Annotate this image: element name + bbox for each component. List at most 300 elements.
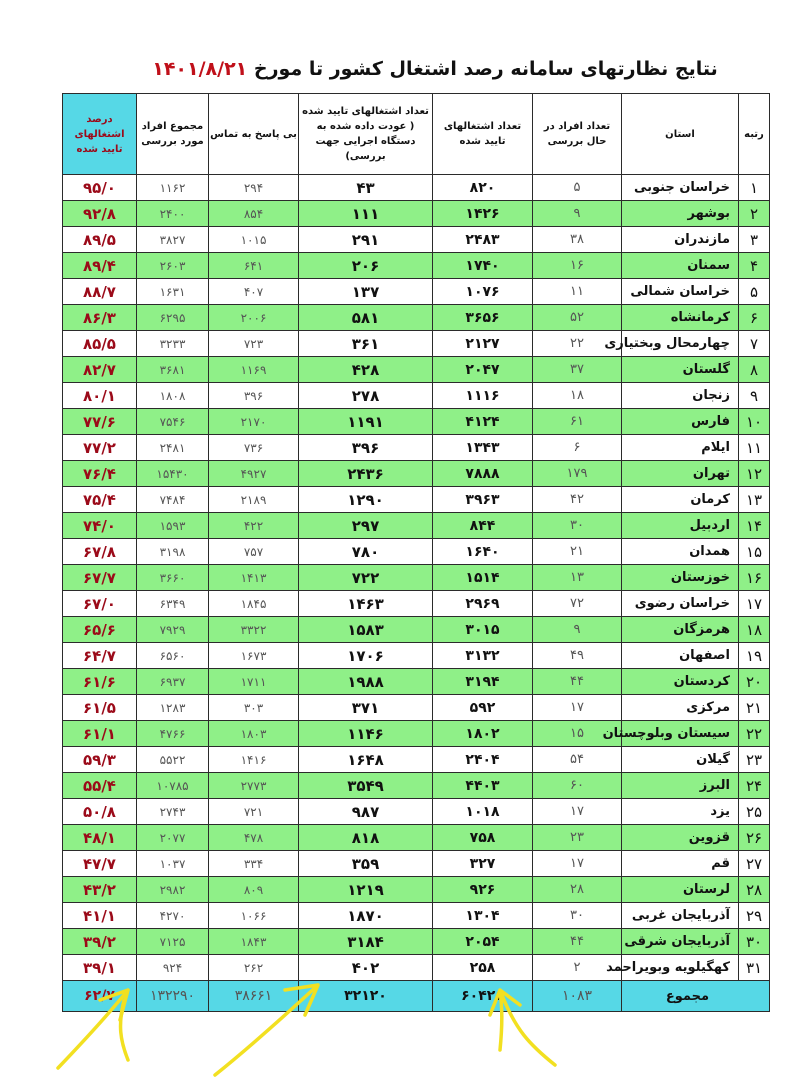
row-no-answer: ۱۴۱۶ [209, 747, 299, 773]
row-total-reviewed: ۲۷۴۳ [137, 799, 209, 825]
row-province: فارس [622, 409, 739, 435]
row-rank: ۶ [739, 305, 770, 331]
totals-pending: ۱۰۸۳ [533, 981, 622, 1012]
row-province: کهگیلویه وبویراحمد [622, 955, 739, 981]
row-approved: ۱۸۰۲ [433, 721, 533, 747]
row-approved: ۱۰۱۸ [433, 799, 533, 825]
row-total-reviewed: ۷۹۲۹ [137, 617, 209, 643]
row-approved: ۲۵۸ [433, 955, 533, 981]
row-province: گیلان [622, 747, 739, 773]
row-percent: ۴۷/۷ [63, 851, 137, 877]
header-total-reviewed: مجموع افراد مورد بررسی [137, 94, 209, 175]
row-no-answer: ۸۵۴ [209, 201, 299, 227]
row-approved: ۱۳۰۴ [433, 903, 533, 929]
row-province: آذربایجان غربی [622, 903, 739, 929]
row-pending: ۱۱ [533, 279, 622, 305]
row-returned: ۱۲۹۰ [299, 487, 433, 513]
row-percent: ۳۹/۱ [63, 955, 137, 981]
row-returned: ۳۷۱ [299, 695, 433, 721]
row-pending: ۵۴ [533, 747, 622, 773]
row-percent: ۶۴/۷ [63, 643, 137, 669]
row-approved: ۲۴۰۴ [433, 747, 533, 773]
row-approved: ۳۲۷ [433, 851, 533, 877]
row-province: گلستان [622, 357, 739, 383]
row-rank: ۸ [739, 357, 770, 383]
row-returned: ۳۵۴۹ [299, 773, 433, 799]
totals-no-answer: ۳۸۶۶۱ [209, 981, 299, 1012]
row-pending: ۵۲ [533, 305, 622, 331]
row-approved: ۲۴۸۳ [433, 227, 533, 253]
row-returned: ۱۷۰۶ [299, 643, 433, 669]
table-row [63, 903, 770, 929]
row-percent: ۷۴/۰ [63, 513, 137, 539]
row-rank: ۱۴ [739, 513, 770, 539]
row-returned: ۲۷۸ [299, 383, 433, 409]
row-no-answer: ۲۹۴ [209, 175, 299, 201]
row-percent: ۸۹/۴ [63, 253, 137, 279]
row-approved: ۲۰۵۴ [433, 929, 533, 955]
row-returned: ۴۰۲ [299, 955, 433, 981]
row-returned: ۸۱۸ [299, 825, 433, 851]
row-pending: ۷۲ [533, 591, 622, 617]
row-percent: ۸۸/۷ [63, 279, 137, 305]
table-row [63, 383, 770, 409]
row-percent: ۸۶/۳ [63, 305, 137, 331]
row-no-answer: ۸۰۹ [209, 877, 299, 903]
row-no-answer: ۷۲۳ [209, 331, 299, 357]
row-rank: ۳۰ [739, 929, 770, 955]
row-pending: ۱۳ [533, 565, 622, 591]
row-approved: ۱۰۷۶ [433, 279, 533, 305]
row-percent: ۷۵/۴ [63, 487, 137, 513]
row-percent: ۸۹/۵ [63, 227, 137, 253]
row-rank: ۲۱ [739, 695, 770, 721]
row-percent: ۴۱/۱ [63, 903, 137, 929]
row-pending: ۳۰ [533, 903, 622, 929]
row-approved: ۳۰۱۵ [433, 617, 533, 643]
row-approved: ۴۴۰۳ [433, 773, 533, 799]
row-returned: ۲۴۳۶ [299, 461, 433, 487]
row-pending: ۱۷ [533, 851, 622, 877]
row-province: مرکزی [622, 695, 739, 721]
row-returned: ۱۱۹۱ [299, 409, 433, 435]
totals-row [63, 981, 770, 1012]
row-percent: ۶۷/۰ [63, 591, 137, 617]
row-total-reviewed: ۶۵۶۰ [137, 643, 209, 669]
table-row [63, 331, 770, 357]
row-rank: ۲۰ [739, 669, 770, 695]
row-percent: ۵۹/۳ [63, 747, 137, 773]
table-row [63, 253, 770, 279]
row-pending: ۱۵ [533, 721, 622, 747]
row-approved: ۱۱۱۶ [433, 383, 533, 409]
table-row [63, 201, 770, 227]
row-returned: ۲۰۶ [299, 253, 433, 279]
row-rank: ۲۲ [739, 721, 770, 747]
row-rank: ۲۳ [739, 747, 770, 773]
row-approved: ۵۹۲ [433, 695, 533, 721]
row-returned: ۳۵۹ [299, 851, 433, 877]
row-rank: ۲۹ [739, 903, 770, 929]
row-total-reviewed: ۶۹۳۷ [137, 669, 209, 695]
row-approved: ۳۱۹۴ [433, 669, 533, 695]
row-total-reviewed: ۳۲۳۳ [137, 331, 209, 357]
row-percent: ۶۷/۷ [63, 565, 137, 591]
row-approved: ۱۴۲۶ [433, 201, 533, 227]
row-province: قم [622, 851, 739, 877]
row-rank: ۷ [739, 331, 770, 357]
provinces-table [62, 93, 770, 1012]
row-no-answer: ۱۸۰۳ [209, 721, 299, 747]
row-pending: ۶۰ [533, 773, 622, 799]
row-returned: ۷۲۲ [299, 565, 433, 591]
row-total-reviewed: ۷۵۴۶ [137, 409, 209, 435]
row-percent: ۶۱/۶ [63, 669, 137, 695]
row-total-reviewed: ۳۱۹۸ [137, 539, 209, 565]
row-no-answer: ۴۷۸ [209, 825, 299, 851]
row-percent: ۴۸/۱ [63, 825, 137, 851]
row-no-answer: ۳۳۴ [209, 851, 299, 877]
row-no-answer: ۴۰۷ [209, 279, 299, 305]
row-no-answer: ۱۸۴۵ [209, 591, 299, 617]
row-pending: ۹ [533, 201, 622, 227]
row-pending: ۳۸ [533, 227, 622, 253]
row-province: سیستان وبلوچستان [622, 721, 739, 747]
table-row [63, 279, 770, 305]
header-province: استان [622, 94, 739, 175]
row-total-reviewed: ۲۰۷۷ [137, 825, 209, 851]
row-total-reviewed: ۱۶۳۱ [137, 279, 209, 305]
row-rank: ۲۴ [739, 773, 770, 799]
row-rank: ۱۰ [739, 409, 770, 435]
table-body [63, 175, 770, 1012]
row-province: سمنان [622, 253, 739, 279]
row-total-reviewed: ۵۵۲۲ [137, 747, 209, 773]
row-pending: ۲ [533, 955, 622, 981]
table-row [63, 851, 770, 877]
row-percent: ۳۹/۲ [63, 929, 137, 955]
row-pending: ۲۱ [533, 539, 622, 565]
row-total-reviewed: ۴۷۶۶ [137, 721, 209, 747]
row-returned: ۱۹۸۸ [299, 669, 433, 695]
row-returned: ۱۳۷ [299, 279, 433, 305]
row-province: خراسان رضوی [622, 591, 739, 617]
row-pending: ۲۳ [533, 825, 622, 851]
row-province: اصفهان [622, 643, 739, 669]
row-province: بوشهر [622, 201, 739, 227]
table-row [63, 305, 770, 331]
row-approved: ۲۱۲۷ [433, 331, 533, 357]
table-row [63, 539, 770, 565]
row-approved: ۲۹۶۹ [433, 591, 533, 617]
row-pending: ۴۴ [533, 669, 622, 695]
row-percent: ۵۵/۴ [63, 773, 137, 799]
row-pending: ۴۴ [533, 929, 622, 955]
row-returned: ۱۲۱۹ [299, 877, 433, 903]
row-approved: ۸۴۴ [433, 513, 533, 539]
row-total-reviewed: ۷۱۲۵ [137, 929, 209, 955]
row-percent: ۸۵/۵ [63, 331, 137, 357]
row-pending: ۲۸ [533, 877, 622, 903]
row-approved: ۱۵۱۴ [433, 565, 533, 591]
header-no-answer: بی پاسخ به تماس [209, 94, 299, 175]
row-province: همدان [622, 539, 739, 565]
row-total-reviewed: ۱۰۳۷ [137, 851, 209, 877]
row-rank: ۲۶ [739, 825, 770, 851]
table-row [63, 929, 770, 955]
row-pending: ۶ [533, 435, 622, 461]
row-total-reviewed: ۱۸۰۸ [137, 383, 209, 409]
row-rank: ۳۱ [739, 955, 770, 981]
row-percent: ۶۵/۶ [63, 617, 137, 643]
totals-approved: ۶۰۴۲۶ [433, 981, 533, 1012]
row-percent: ۷۷/۲ [63, 435, 137, 461]
row-total-reviewed: ۹۲۴ [137, 955, 209, 981]
row-no-answer: ۲۱۸۹ [209, 487, 299, 513]
row-percent: ۶۷/۸ [63, 539, 137, 565]
row-returned: ۳۶۱ [299, 331, 433, 357]
row-no-answer: ۱۷۱۱ [209, 669, 299, 695]
table-row [63, 565, 770, 591]
row-province: قزوین [622, 825, 739, 851]
table-header-row [63, 94, 770, 175]
row-returned: ۱۸۷۰ [299, 903, 433, 929]
row-percent: ۶۱/۱ [63, 721, 137, 747]
row-rank: ۵ [739, 279, 770, 305]
row-no-answer: ۱۴۱۳ [209, 565, 299, 591]
table-row [63, 513, 770, 539]
row-approved: ۷۸۸۸ [433, 461, 533, 487]
row-rank: ۱۹ [739, 643, 770, 669]
row-percent: ۷۷/۶ [63, 409, 137, 435]
table-row [63, 435, 770, 461]
row-pending: ۲۲ [533, 331, 622, 357]
row-pending: ۹ [533, 617, 622, 643]
row-no-answer: ۶۴۱ [209, 253, 299, 279]
row-no-answer: ۱۱۶۹ [209, 357, 299, 383]
table-row [63, 461, 770, 487]
row-no-answer: ۲۶۲ [209, 955, 299, 981]
table-row [63, 799, 770, 825]
row-total-reviewed: ۴۲۷۰ [137, 903, 209, 929]
row-pending: ۱۷ [533, 695, 622, 721]
row-percent: ۴۳/۲ [63, 877, 137, 903]
table-row [63, 955, 770, 981]
row-approved: ۱۳۴۳ [433, 435, 533, 461]
row-no-answer: ۱۶۷۳ [209, 643, 299, 669]
row-percent: ۸۰/۱ [63, 383, 137, 409]
table-row [63, 227, 770, 253]
row-total-reviewed: ۱۲۸۳ [137, 695, 209, 721]
totals-label: مجموع [622, 981, 770, 1012]
row-returned: ۱۵۸۳ [299, 617, 433, 643]
row-total-reviewed: ۳۸۲۷ [137, 227, 209, 253]
table-row [63, 175, 770, 201]
row-approved: ۸۲۰ [433, 175, 533, 201]
row-no-answer: ۲۰۰۶ [209, 305, 299, 331]
row-rank: ۱۸ [739, 617, 770, 643]
table-row [63, 825, 770, 851]
table-row [63, 591, 770, 617]
row-percent: ۹۲/۸ [63, 201, 137, 227]
row-total-reviewed: ۷۴۸۴ [137, 487, 209, 513]
row-returned: ۱۱۴۶ [299, 721, 433, 747]
row-returned: ۳۹۶ [299, 435, 433, 461]
table-row [63, 617, 770, 643]
row-total-reviewed: ۳۶۶۰ [137, 565, 209, 591]
row-rank: ۱۵ [739, 539, 770, 565]
row-rank: ۴ [739, 253, 770, 279]
row-province: کردستان [622, 669, 739, 695]
row-pending: ۱۷۹ [533, 461, 622, 487]
row-percent: ۹۵/۰ [63, 175, 137, 201]
row-total-reviewed: ۶۳۴۹ [137, 591, 209, 617]
table-row [63, 773, 770, 799]
row-approved: ۱۷۴۰ [433, 253, 533, 279]
row-returned: ۴۳ [299, 175, 433, 201]
row-province: اردبیل [622, 513, 739, 539]
row-approved: ۴۱۲۴ [433, 409, 533, 435]
row-no-answer: ۲۱۷۰ [209, 409, 299, 435]
table-row [63, 747, 770, 773]
row-rank: ۲ [739, 201, 770, 227]
row-province: خراسان جنوبی [622, 175, 739, 201]
row-rank: ۱۶ [739, 565, 770, 591]
row-no-answer: ۱۰۱۵ [209, 227, 299, 253]
row-no-answer: ۱۰۶۶ [209, 903, 299, 929]
row-approved: ۳۹۶۳ [433, 487, 533, 513]
row-province: چهارمحال وبختیاری [622, 331, 739, 357]
row-pending: ۶۱ [533, 409, 622, 435]
header-percent: درصد اشتغالهای تایید شده [63, 94, 137, 175]
row-total-reviewed: ۲۴۰۰ [137, 201, 209, 227]
row-province: خراسان شمالی [622, 279, 739, 305]
header-approved: تعداد اشتغالهای تایید شده [433, 94, 533, 175]
table-row [63, 643, 770, 669]
row-approved: ۲۰۴۷ [433, 357, 533, 383]
row-no-answer: ۴۹۲۷ [209, 461, 299, 487]
row-pending: ۴۹ [533, 643, 622, 669]
row-rank: ۲۵ [739, 799, 770, 825]
row-total-reviewed: ۲۹۸۲ [137, 877, 209, 903]
row-no-answer: ۷۲۱ [209, 799, 299, 825]
row-total-reviewed: ۱۰۷۸۵ [137, 773, 209, 799]
row-returned: ۲۹۱ [299, 227, 433, 253]
row-approved: ۳۶۵۶ [433, 305, 533, 331]
row-pending: ۱۸ [533, 383, 622, 409]
row-rank: ۱ [739, 175, 770, 201]
header-rank: رتبه [739, 94, 770, 175]
table-row [63, 669, 770, 695]
row-percent: ۵۰/۸ [63, 799, 137, 825]
row-province: خوزستان [622, 565, 739, 591]
totals-returned: ۳۲۱۲۰ [299, 981, 433, 1012]
row-province: تهران [622, 461, 739, 487]
row-province: کرمانشاه [622, 305, 739, 331]
row-returned: ۷۸۰ [299, 539, 433, 565]
row-percent: ۶۱/۵ [63, 695, 137, 721]
row-no-answer: ۱۸۴۳ [209, 929, 299, 955]
row-rank: ۲۷ [739, 851, 770, 877]
row-approved: ۳۱۳۲ [433, 643, 533, 669]
row-returned: ۹۸۷ [299, 799, 433, 825]
row-total-reviewed: ۶۲۹۵ [137, 305, 209, 331]
row-pending: ۱۷ [533, 799, 622, 825]
table-row [63, 695, 770, 721]
row-province: آذربایجان شرقی [622, 929, 739, 955]
row-returned: ۲۹۷ [299, 513, 433, 539]
row-pending: ۴۲ [533, 487, 622, 513]
row-returned: ۵۸۱ [299, 305, 433, 331]
row-returned: ۱۴۶۳ [299, 591, 433, 617]
row-province: یزد [622, 799, 739, 825]
page-title [150, 58, 720, 80]
row-approved: ۹۲۶ [433, 877, 533, 903]
table-row [63, 487, 770, 513]
row-province: زنجان [622, 383, 739, 409]
row-province: لرستان [622, 877, 739, 903]
row-no-answer: ۷۵۷ [209, 539, 299, 565]
row-rank: ۹ [739, 383, 770, 409]
table-row [63, 409, 770, 435]
row-total-reviewed: ۲۶۰۳ [137, 253, 209, 279]
row-returned: ۳۱۸۴ [299, 929, 433, 955]
row-approved: ۱۶۴۰ [433, 539, 533, 565]
row-rank: ۳ [739, 227, 770, 253]
row-total-reviewed: ۱۵۹۳ [137, 513, 209, 539]
row-no-answer: ۳۹۶ [209, 383, 299, 409]
row-province: هرمزگان [622, 617, 739, 643]
header-returned: تعداد اشتغالهای تایید شده ( عودت داده شده به دستگاه اجرایی جهت بررسی) [299, 94, 433, 175]
table-row [63, 357, 770, 383]
row-pending: ۱۶ [533, 253, 622, 279]
table-row [63, 877, 770, 903]
row-province: مازندران [622, 227, 739, 253]
row-total-reviewed: ۳۶۸۱ [137, 357, 209, 383]
row-rank: ۱۳ [739, 487, 770, 513]
row-pending: ۳۰ [533, 513, 622, 539]
row-rank: ۲۸ [739, 877, 770, 903]
row-rank: ۱۷ [739, 591, 770, 617]
row-returned: ۱۶۴۸ [299, 747, 433, 773]
row-returned: ۱۱۱ [299, 201, 433, 227]
totals-total-reviewed: ۱۳۲۲۹۰ [137, 981, 209, 1012]
row-rank: ۱۲ [739, 461, 770, 487]
row-no-answer: ۷۳۶ [209, 435, 299, 461]
totals-percent: ۶۲/۷ [63, 981, 137, 1012]
row-percent: ۸۲/۷ [63, 357, 137, 383]
row-pending: ۵ [533, 175, 622, 201]
row-total-reviewed: ۱۵۴۳۰ [137, 461, 209, 487]
title-text: نتایج نظارتهای سامانه رصد اشتغال کشور تا مورخ [253, 58, 718, 80]
row-returned: ۴۲۸ [299, 357, 433, 383]
row-approved: ۷۵۸ [433, 825, 533, 851]
row-province: ایلام [622, 435, 739, 461]
row-total-reviewed: ۱۱۶۲ [137, 175, 209, 201]
row-province: کرمان [622, 487, 739, 513]
row-percent: ۷۶/۴ [63, 461, 137, 487]
header-pending: تعداد افراد در حال بررسی [533, 94, 622, 175]
row-no-answer: ۳۰۳ [209, 695, 299, 721]
row-no-answer: ۴۲۲ [209, 513, 299, 539]
row-province: البرز [622, 773, 739, 799]
row-rank: ۱۱ [739, 435, 770, 461]
row-no-answer: ۲۷۷۳ [209, 773, 299, 799]
table-row [63, 721, 770, 747]
title-date: ۱۴۰۱/۸/۲۱ [152, 58, 248, 80]
row-pending: ۳۷ [533, 357, 622, 383]
row-total-reviewed: ۲۴۸۱ [137, 435, 209, 461]
